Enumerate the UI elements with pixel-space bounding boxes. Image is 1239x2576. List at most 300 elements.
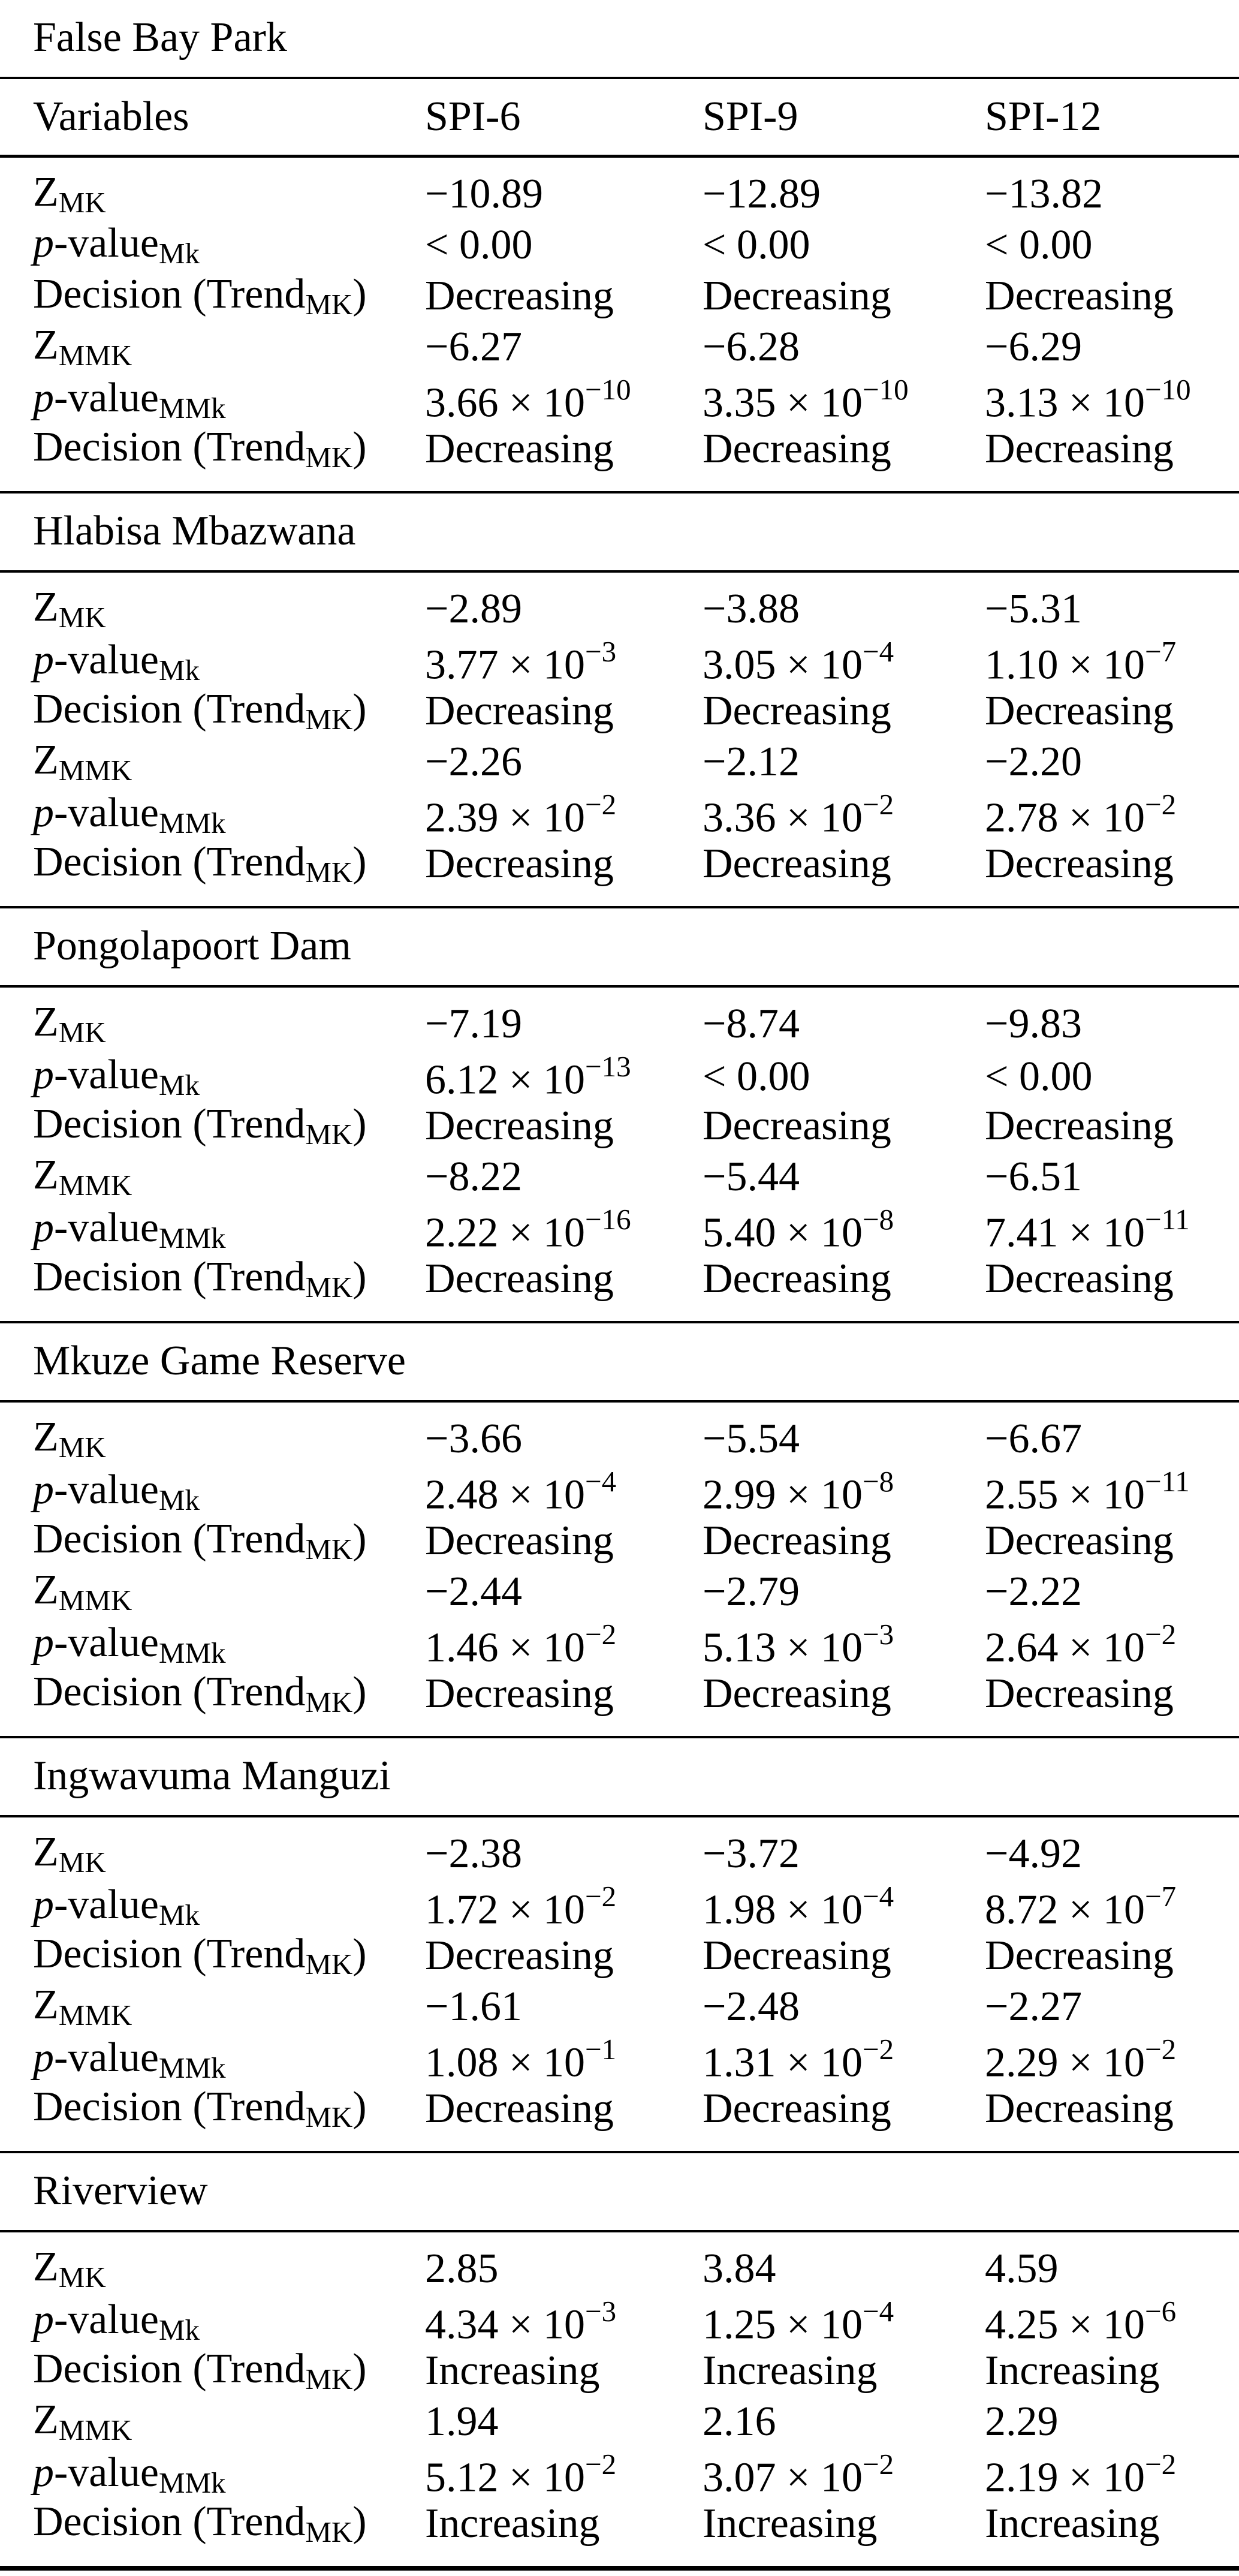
value-cell [985, 425, 1239, 473]
superscript-text: −7 [1144, 1880, 1177, 1913]
superscript-text: −10 [1144, 373, 1191, 406]
text-run: 5.12 × 10 [425, 2454, 585, 2501]
table-row [33, 1930, 1239, 1981]
value-cell [985, 372, 1239, 427]
text-run: 4.34 × 10 [425, 2301, 585, 2348]
text-run: Decision (Trend [33, 1516, 306, 1563]
text-run: 2.16 [703, 2398, 776, 2445]
section-data-block [0, 2232, 1239, 2566]
text-run: ) [352, 271, 367, 318]
superscript-text: −2 [584, 788, 617, 821]
italic-text: p [33, 1882, 54, 1928]
value-cell [425, 170, 703, 218]
value-cell [703, 323, 985, 371]
text-run: 3.66 × 10 [425, 380, 585, 426]
italic-text: p [33, 790, 54, 836]
column-header: SPI-12 [985, 94, 1102, 140]
value-cell [985, 272, 1239, 320]
value-cell [425, 1415, 703, 1463]
text-run: Z [33, 1829, 59, 1876]
text-run: 3.36 × 10 [703, 795, 863, 841]
subscript-text: MK [58, 1015, 106, 1049]
text-run: Z [33, 1982, 59, 2029]
value-cell [985, 840, 1239, 888]
text-run: −3.88 [703, 585, 800, 632]
superscript-text: −10 [862, 373, 909, 406]
subscript-text: MMK [58, 1998, 132, 2032]
text-run: 6.12 × 10 [425, 1057, 585, 1103]
value-cell [425, 1617, 703, 1672]
text-run: −3.72 [703, 1830, 800, 1877]
superscript-text: −3 [862, 1618, 894, 1651]
text-run: < 0.00 [985, 1053, 1093, 1100]
superscript-text: −8 [862, 1203, 894, 1236]
value-cell [703, 2032, 985, 2087]
table-row [33, 372, 1239, 426]
superscript-text: −4 [862, 1880, 894, 1913]
subscript-text: MMk [158, 1221, 226, 1255]
value-cell [985, 585, 1239, 633]
text-run: −8.74 [703, 1000, 800, 1047]
text-run: < 0.00 [703, 221, 810, 268]
text-run: Z [33, 1152, 59, 1199]
text-run: Decreasing [425, 1517, 614, 1564]
value-cell [703, 2398, 985, 2446]
value-cell [425, 1983, 703, 2031]
table-row [33, 1566, 1239, 1617]
table-row [33, 2243, 1239, 2294]
value-cell [703, 2500, 985, 2548]
text-run: -value [54, 637, 159, 684]
table-row [33, 1617, 1239, 1671]
superscript-text: −2 [1144, 788, 1177, 821]
italic-text: p [33, 1205, 54, 1251]
value-cell [425, 2032, 703, 2087]
text-run: 3.05 × 10 [703, 642, 863, 688]
value-cell [425, 1255, 703, 1303]
text-run: Decision (Trend [33, 2499, 306, 2545]
row-label [33, 736, 425, 787]
subscript-text: MMk [158, 2466, 226, 2500]
table-row [33, 1253, 1239, 1304]
value-cell [985, 1983, 1239, 2031]
superscript-text: −3 [584, 635, 617, 668]
superscript-text: −11 [1144, 1203, 1190, 1236]
text-run: Decreasing [985, 2085, 1174, 2132]
text-run: −5.54 [703, 1415, 800, 1462]
row-label [33, 1100, 425, 1151]
section-title: Pongolapoort Dam [33, 923, 351, 969]
text-run: 2.19 × 10 [985, 2454, 1145, 2501]
value-cell [985, 1932, 1239, 1980]
value-cell [703, 2447, 985, 2502]
value-cell [703, 1568, 985, 1616]
value-cell [425, 585, 703, 633]
text-run: Decreasing [425, 1932, 614, 1979]
text-run: Decreasing [703, 2085, 891, 2132]
text-run: Decreasing [703, 687, 891, 734]
value-cell [703, 787, 985, 842]
table-row [33, 1828, 1239, 1879]
table-row [33, 1668, 1239, 1719]
text-run: −12.89 [703, 170, 821, 217]
table-row [33, 736, 1239, 787]
subscript-text: MK [58, 1845, 106, 1879]
text-run: 1.25 × 10 [703, 2301, 863, 2348]
value-cell [985, 170, 1239, 218]
italic-text: p [33, 637, 54, 684]
text-run: ) [352, 2346, 367, 2393]
subscript-text: Mk [158, 1069, 200, 1102]
value-cell [425, 1202, 703, 1257]
text-run: 1.98 × 10 [703, 1886, 863, 1933]
text-run: Decreasing [703, 425, 891, 472]
value-cell [703, 1102, 985, 1150]
value-cell [985, 1415, 1239, 1463]
text-run: −2.48 [703, 1983, 800, 2030]
table-row [33, 270, 1239, 321]
text-run: Z [33, 169, 59, 216]
superscript-text: −10 [584, 373, 631, 406]
text-run: 2.39 × 10 [425, 795, 585, 841]
text-run: Increasing [985, 2500, 1160, 2547]
text-run: Increasing [703, 2347, 878, 2394]
row-label [33, 374, 425, 425]
text-run: ) [352, 686, 367, 733]
row-label [33, 1051, 425, 1102]
text-run: −2.89 [425, 585, 522, 632]
table-row [33, 1515, 1239, 1566]
value-cell [985, 2347, 1239, 2395]
value-cell [425, 272, 703, 320]
text-run: Increasing [985, 2347, 1160, 2394]
section-title: Hlabisa Mbazwana [33, 508, 356, 554]
value-cell [703, 2085, 985, 2133]
value-cell [703, 1153, 985, 1201]
subscript-text: MK [58, 185, 106, 219]
value-cell [985, 1000, 1239, 1048]
superscript-text: −3 [584, 2295, 617, 2328]
value-cell [985, 1102, 1239, 1150]
value-cell [703, 687, 985, 735]
subscript-text: MK [58, 2260, 106, 2294]
subscript-text: Mk [158, 1898, 200, 1932]
value-cell [703, 425, 985, 473]
italic-text: p [33, 220, 54, 267]
value-cell [985, 1879, 1239, 1934]
text-run: −2.12 [703, 738, 800, 785]
row-label [33, 998, 425, 1049]
subscript-text: MK [58, 600, 106, 634]
value-cell [425, 2447, 703, 2502]
text-run: Decision (Trend [33, 1931, 306, 1978]
value-cell [425, 2085, 703, 2133]
text-run: Decreasing [425, 272, 614, 319]
text-run: Decreasing [425, 1255, 614, 1302]
text-run: −6.28 [703, 323, 800, 370]
text-run: Decreasing [985, 1517, 1174, 1564]
row-label [33, 219, 425, 270]
value-cell [703, 1000, 985, 1048]
value-cell [703, 1670, 985, 1718]
value-cell [985, 2447, 1239, 2502]
text-run: Decreasing [703, 1517, 891, 1564]
value-cell [985, 634, 1239, 689]
row-label [33, 1668, 425, 1719]
text-run: −5.44 [703, 1153, 800, 1200]
value-cell [425, 2398, 703, 2446]
text-run: Decreasing [703, 1670, 891, 1717]
subscript-text: MMK [58, 2413, 132, 2446]
subscript-text: Mk [158, 1483, 200, 1517]
value-cell [703, 585, 985, 633]
value-cell [425, 738, 703, 786]
text-run: -value [54, 2297, 159, 2343]
text-run: Decreasing [985, 840, 1174, 887]
text-run: 3.84 [703, 2245, 776, 2292]
section-data-block [0, 988, 1239, 1321]
table-row [33, 1413, 1239, 1464]
value-cell [703, 2294, 985, 2349]
text-run: 1.10 × 10 [985, 642, 1145, 688]
text-run: Decision (Trend [33, 839, 306, 886]
row-label [33, 321, 425, 372]
row-label [33, 636, 425, 687]
text-run: -value [54, 1467, 159, 1513]
subscript-text: MK [305, 702, 353, 736]
value-cell [985, 738, 1239, 786]
value-cell [985, 2294, 1239, 2349]
text-run: Decreasing [985, 1670, 1174, 1717]
subscript-text: MMK [58, 338, 132, 372]
value-cell [985, 1617, 1239, 1672]
text-run: Z [33, 322, 59, 369]
row-label [33, 270, 425, 321]
text-run: Decreasing [425, 687, 614, 734]
italic-text: p [33, 375, 54, 422]
text-run: 1.08 × 10 [425, 2039, 585, 2086]
subscript-text: MMk [158, 392, 226, 425]
text-run: −2.44 [425, 1568, 522, 1615]
text-run: 2.78 × 10 [985, 795, 1145, 841]
row-label [33, 1515, 425, 1566]
text-run: Decision (Trend [33, 2084, 306, 2130]
value-cell [985, 2085, 1239, 2133]
value-cell [425, 372, 703, 427]
value-cell [985, 2245, 1239, 2293]
table-row [33, 634, 1239, 688]
value-cell [425, 2347, 703, 2395]
text-run: −6.29 [985, 323, 1082, 370]
row-label [33, 2449, 425, 2500]
text-run: 4.25 × 10 [985, 2301, 1145, 2348]
value-cell [985, 1568, 1239, 1616]
text-run: Decision (Trend [33, 424, 306, 471]
value-cell [425, 1830, 703, 1878]
row-label [33, 1619, 425, 1670]
value-cell [985, 787, 1239, 842]
value-cell [703, 1830, 985, 1878]
text-run: −9.83 [985, 1000, 1082, 1047]
text-run: < 0.00 [425, 221, 533, 268]
subscript-text: MK [305, 1685, 353, 1719]
text-run: Decreasing [425, 1670, 614, 1717]
subscript-text: MMK [58, 1168, 132, 1202]
text-run: −6.67 [985, 1415, 1082, 1462]
superscript-text: −2 [1144, 1618, 1177, 1651]
value-cell [703, 1202, 985, 1257]
row-label [33, 685, 425, 736]
subscript-text: MMK [58, 1583, 132, 1617]
italic-text: p [33, 1620, 54, 1666]
value-cell [985, 1153, 1239, 1201]
value-cell [425, 2294, 703, 2349]
superscript-text: −2 [584, 1880, 617, 1913]
value-cell [425, 2245, 703, 2293]
subscript-text: MK [305, 1270, 353, 1304]
value-cell [425, 1464, 703, 1519]
value-cell [985, 323, 1239, 371]
superscript-text: −1 [584, 2033, 617, 2066]
text-run: Decreasing [703, 272, 891, 319]
text-run: 4.59 [985, 2245, 1059, 2292]
table-row [33, 998, 1239, 1049]
text-run: 3.07 × 10 [703, 2454, 863, 2501]
subscript-text: MK [305, 855, 353, 889]
subscript-text: MK [305, 2362, 353, 2396]
text-run: −2.26 [425, 738, 522, 785]
row-label [33, 2083, 425, 2134]
row-label [33, 1204, 425, 1255]
superscript-text: −7 [1144, 635, 1177, 668]
value-cell [703, 1255, 985, 1303]
subscript-text: Mk [158, 2313, 200, 2347]
superscript-text: −2 [1144, 2033, 1177, 2066]
subscript-text: MK [58, 1430, 106, 1464]
subscript-text: MMk [158, 2051, 226, 2085]
superscript-text: −2 [862, 788, 894, 821]
text-run: −13.82 [985, 170, 1103, 217]
row-label [33, 789, 425, 840]
text-run: −4.92 [985, 1830, 1082, 1877]
text-run: 3.77 × 10 [425, 642, 585, 688]
value-cell [985, 1830, 1239, 1878]
value-cell [985, 221, 1239, 269]
text-run: ) [352, 839, 367, 886]
text-run: Decreasing [703, 840, 891, 887]
table-row [33, 1049, 1239, 1103]
subscript-text: MK [305, 1532, 353, 1566]
text-run: 2.99 × 10 [703, 1471, 863, 1518]
text-run: -value [54, 1620, 159, 1666]
superscript-text: −2 [584, 1618, 617, 1651]
table-row [33, 2447, 1239, 2501]
superscript-text: −4 [584, 1465, 617, 1498]
text-run: -value [54, 220, 159, 267]
text-run: 5.40 × 10 [703, 1209, 863, 1256]
section-title: Riverview [33, 2168, 208, 2214]
text-run: Decreasing [425, 2085, 614, 2132]
table-row [33, 1202, 1239, 1256]
italic-text: p [33, 1052, 54, 1099]
table-row [33, 1464, 1239, 1518]
text-run: Decreasing [703, 1102, 891, 1149]
text-run: Decreasing [985, 272, 1174, 319]
text-run: -value [54, 2449, 159, 2496]
text-run: 5.13 × 10 [703, 1624, 863, 1671]
value-cell [425, 1049, 703, 1104]
text-run: Decreasing [703, 1255, 891, 1302]
section-data-block [0, 158, 1239, 491]
value-cell [703, 1053, 985, 1101]
table-row [33, 1151, 1239, 1202]
row-label [33, 168, 425, 219]
section-data-block [0, 1403, 1239, 1736]
value-cell [425, 221, 703, 269]
text-run: 2.29 × 10 [985, 2039, 1145, 2086]
value-cell [425, 1568, 703, 1616]
superscript-text: −11 [1144, 1465, 1190, 1498]
row-label [33, 1828, 425, 1879]
text-run: Z [33, 999, 59, 1046]
value-cell [425, 2500, 703, 2548]
table-row [33, 219, 1239, 270]
text-run: 3.35 × 10 [703, 380, 863, 426]
text-run: −6.51 [985, 1153, 1082, 1200]
row-label [33, 1466, 425, 1517]
row-label [33, 2345, 425, 2396]
italic-text: p [33, 2449, 54, 2496]
value-cell [703, 1983, 985, 2031]
row-label [33, 838, 425, 889]
text-run: Decreasing [985, 1102, 1174, 1149]
text-run: 1.46 × 10 [425, 1624, 585, 1671]
text-run: 1.72 × 10 [425, 1886, 585, 1933]
text-run: Decision (Trend [33, 1254, 306, 1301]
text-run: 2.22 × 10 [425, 1209, 585, 1256]
subscript-text: MK [305, 1947, 353, 1981]
value-cell [425, 1879, 703, 1934]
row-label [33, 1981, 425, 2032]
value-cell [985, 1517, 1239, 1565]
text-run: -value [54, 375, 159, 422]
value-cell [703, 738, 985, 786]
value-cell [703, 1415, 985, 1463]
value-cell [425, 1670, 703, 1718]
italic-text: p [33, 2297, 54, 2343]
text-run: 2.64 × 10 [985, 1624, 1145, 1671]
text-run: Decreasing [985, 425, 1174, 472]
table-row [33, 321, 1239, 372]
section-title: Mkuze Game Reserve [33, 1338, 406, 1384]
text-run: Decision (Trend [33, 686, 306, 733]
value-cell [985, 1670, 1239, 1718]
table-row [33, 2032, 1239, 2086]
row-label [33, 1413, 425, 1464]
text-run: Z [33, 1414, 59, 1461]
value-cell [703, 1932, 985, 1980]
text-run: 8.72 × 10 [985, 1886, 1145, 1933]
text-run: Decreasing [425, 840, 614, 887]
text-run: Z [33, 1567, 59, 1614]
value-cell [703, 1879, 985, 1934]
value-cell [703, 2245, 985, 2293]
text-run: 3.13 × 10 [985, 380, 1145, 426]
value-cell [985, 1464, 1239, 1519]
text-run: Increasing [425, 2500, 600, 2547]
text-run: ) [352, 424, 367, 471]
value-cell [985, 2500, 1239, 2548]
